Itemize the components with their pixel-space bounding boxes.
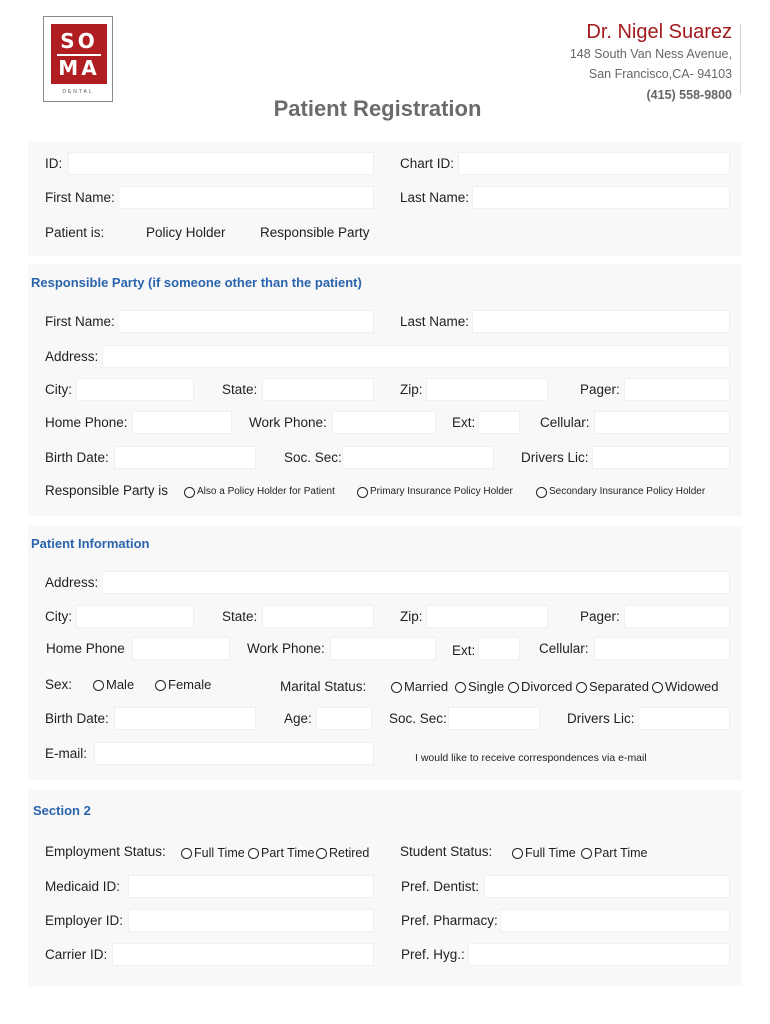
rp-zip-field[interactable] xyxy=(426,378,548,401)
rp-work-phone-field[interactable] xyxy=(332,411,436,434)
rp-drivers-lic-label: Drivers Lic: xyxy=(521,450,589,465)
marital-option-divorced[interactable]: Divorced xyxy=(508,678,572,696)
pt-state-field[interactable] xyxy=(262,605,374,628)
pref-hyg-field[interactable] xyxy=(468,943,730,966)
rp-option-also-policy-holder[interactable]: Also a Policy Holder for Patient xyxy=(184,483,335,501)
doctor-name: Dr. Nigel Suarez xyxy=(586,21,732,43)
radio-icon[interactable] xyxy=(184,487,195,498)
student-option-full-time[interactable]: Full Time xyxy=(512,844,576,862)
page-title: Patient Registration xyxy=(273,96,482,121)
pt-marital-status-label: Marital Status: xyxy=(280,679,367,694)
id-label: ID: xyxy=(45,156,63,171)
pt-pager-field[interactable] xyxy=(624,605,730,628)
marital-option-separated[interactable]: Separated xyxy=(576,678,649,696)
radio-icon[interactable] xyxy=(536,487,547,498)
radio-icon[interactable] xyxy=(93,680,104,691)
rp-cellular-field[interactable] xyxy=(594,411,730,434)
rp-pager-label: Pager: xyxy=(580,382,620,397)
student-option-part-time[interactable]: Part Time xyxy=(581,844,648,862)
pt-address-field[interactable] xyxy=(102,571,730,594)
rp-option-secondary-holder[interactable]: Secondary Insurance Policy Holder xyxy=(536,483,705,501)
radio-icon[interactable] xyxy=(155,680,166,691)
student-status-label: Student Status: xyxy=(400,844,493,859)
medicaid-id-label: Medicaid ID: xyxy=(45,879,121,894)
logo-mark xyxy=(51,24,107,84)
rp-ext-field[interactable] xyxy=(478,411,520,434)
rp-work-phone-label: Work Phone: xyxy=(249,415,327,430)
patient-information-section-title: Patient Information xyxy=(31,536,150,551)
marital-option-widowed[interactable]: Widowed xyxy=(652,678,718,696)
logo-subtitle: DENTAL xyxy=(62,89,94,95)
responsible-party-option[interactable]: Responsible Party xyxy=(260,225,370,240)
address-line-1: 148 South Van Ness Avenue, xyxy=(569,47,732,61)
pt-drivers-lic-label: Drivers Lic: xyxy=(567,711,635,726)
pt-city-label: City: xyxy=(45,609,72,624)
pt-soc-sec-field[interactable] xyxy=(448,707,540,730)
rp-last-name-field[interactable] xyxy=(472,310,730,333)
first-name-label: First Name: xyxy=(45,190,115,205)
carrier-id-label: Carrier ID: xyxy=(45,947,108,962)
pt-drivers-lic-field[interactable] xyxy=(638,707,730,730)
employment-option-part-time[interactable]: Part Time xyxy=(248,844,315,862)
pt-address-label: Address: xyxy=(45,575,99,590)
rp-city-label: City: xyxy=(45,382,72,397)
pref-dentist-label: Pref. Dentist: xyxy=(401,879,480,894)
rp-pager-field[interactable] xyxy=(624,378,730,401)
pt-soc-sec-label: Soc. Sec: xyxy=(389,711,447,726)
rp-cellular-label: Cellular: xyxy=(540,415,590,430)
pt-work-phone-label: Work Phone: xyxy=(247,641,325,656)
radio-icon[interactable] xyxy=(391,682,402,693)
radio-icon[interactable] xyxy=(512,848,523,859)
employment-status-label: Employment Status: xyxy=(45,844,166,859)
pt-birth-date-field[interactable] xyxy=(114,707,256,730)
address-line-2: San Francisco,CA- 94103 xyxy=(588,67,732,81)
radio-icon[interactable] xyxy=(508,682,519,693)
last-name-field[interactable] xyxy=(472,186,730,209)
practice-phone: (415) 558-9800 xyxy=(646,88,732,102)
first-name-field[interactable] xyxy=(118,186,374,209)
policy-holder-option[interactable]: Policy Holder xyxy=(146,225,226,240)
rp-address-field[interactable] xyxy=(102,345,730,368)
pref-dentist-field[interactable] xyxy=(484,875,730,898)
logo-text-top: SO xyxy=(57,29,101,56)
pt-birth-date-label: Birth Date: xyxy=(45,711,109,726)
rp-soc-sec-label: Soc. Sec: xyxy=(284,450,342,465)
pt-ext-field[interactable] xyxy=(478,637,520,660)
rp-first-name-field[interactable] xyxy=(118,310,374,333)
radio-icon[interactable] xyxy=(357,487,368,498)
pref-hyg-label: Pref. Hyg.: xyxy=(401,947,465,962)
pt-work-phone-field[interactable] xyxy=(330,637,436,660)
medicaid-id-field[interactable] xyxy=(128,875,374,898)
employer-id-label: Employer ID: xyxy=(45,913,124,928)
header-divider xyxy=(740,24,741,94)
rp-zip-label: Zip: xyxy=(400,382,423,397)
chart-id-label: Chart ID: xyxy=(400,156,455,171)
pt-email-label: E-mail: xyxy=(45,746,88,761)
radio-icon[interactable] xyxy=(576,682,587,693)
pt-home-phone-label: Home Phone xyxy=(46,641,125,656)
marital-option-single[interactable]: Single xyxy=(455,678,504,696)
rp-address-label: Address: xyxy=(45,349,99,364)
pt-ext-label: Ext: xyxy=(452,643,476,658)
rp-first-name-label: First Name: xyxy=(45,314,115,329)
patient-is-label: Patient is: xyxy=(45,225,105,240)
rp-home-phone-field[interactable] xyxy=(132,411,232,434)
pt-cellular-label: Cellular: xyxy=(539,641,589,656)
pt-zip-label: Zip: xyxy=(400,609,423,624)
chart-id-field[interactable] xyxy=(458,152,730,175)
employer-id-field[interactable] xyxy=(128,909,374,932)
logo-text-bottom: MA xyxy=(58,56,100,80)
sex-option-male[interactable]: Male xyxy=(93,676,134,694)
id-field[interactable] xyxy=(68,152,374,175)
rp-last-name-label: Last Name: xyxy=(400,314,470,329)
practice-info xyxy=(570,20,732,106)
rp-state-label: State: xyxy=(222,382,258,397)
pt-sex-label: Sex: xyxy=(45,677,73,692)
section-2-title: Section 2 xyxy=(33,803,91,818)
soma-dental-logo xyxy=(43,16,113,102)
radio-icon[interactable] xyxy=(652,682,663,693)
rp-birth-date-label: Birth Date: xyxy=(45,450,109,465)
pt-home-phone-field[interactable] xyxy=(132,637,230,660)
rp-city-field[interactable] xyxy=(76,378,194,401)
pt-cellular-field[interactable] xyxy=(594,637,730,660)
employment-option-retired[interactable]: Retired xyxy=(316,844,369,862)
pt-age-label: Age: xyxy=(284,711,312,726)
radio-icon[interactable] xyxy=(181,848,192,859)
pref-pharmacy-label: Pref. Pharmacy: xyxy=(401,913,498,928)
employment-option-full-time[interactable]: Full Time xyxy=(181,844,245,862)
rp-state-field[interactable] xyxy=(262,378,374,401)
email-correspondence-preference[interactable]: I would like to receive correspondences via e-mail xyxy=(415,752,647,764)
marital-option-married[interactable]: Married xyxy=(391,678,448,696)
rp-soc-sec-field[interactable] xyxy=(342,446,494,469)
rp-drivers-lic-field[interactable] xyxy=(592,446,730,469)
radio-icon[interactable] xyxy=(316,848,327,859)
pt-city-field[interactable] xyxy=(76,605,194,628)
radio-icon[interactable] xyxy=(455,682,466,693)
rp-party-is-label: Responsible Party is xyxy=(45,483,169,498)
rp-home-phone-label: Home Phone: xyxy=(45,415,128,430)
pt-email-field[interactable] xyxy=(94,742,374,765)
radio-icon[interactable] xyxy=(248,848,259,859)
rp-option-primary-holder[interactable]: Primary Insurance Policy Holder xyxy=(357,483,513,501)
pref-pharmacy-field[interactable] xyxy=(500,909,730,932)
rp-birth-date-field[interactable] xyxy=(114,446,256,469)
radio-icon[interactable] xyxy=(581,848,592,859)
pt-zip-field[interactable] xyxy=(426,605,548,628)
pt-pager-label: Pager: xyxy=(580,609,620,624)
last-name-label: Last Name: xyxy=(400,190,470,205)
carrier-id-field[interactable] xyxy=(112,943,374,966)
responsible-party-section-title: Responsible Party (if someone other than the patient) xyxy=(31,275,362,290)
sex-option-female[interactable]: Female xyxy=(155,676,211,694)
pt-age-field[interactable] xyxy=(316,707,372,730)
pt-state-label: State: xyxy=(222,609,258,624)
rp-ext-label: Ext: xyxy=(452,415,476,430)
